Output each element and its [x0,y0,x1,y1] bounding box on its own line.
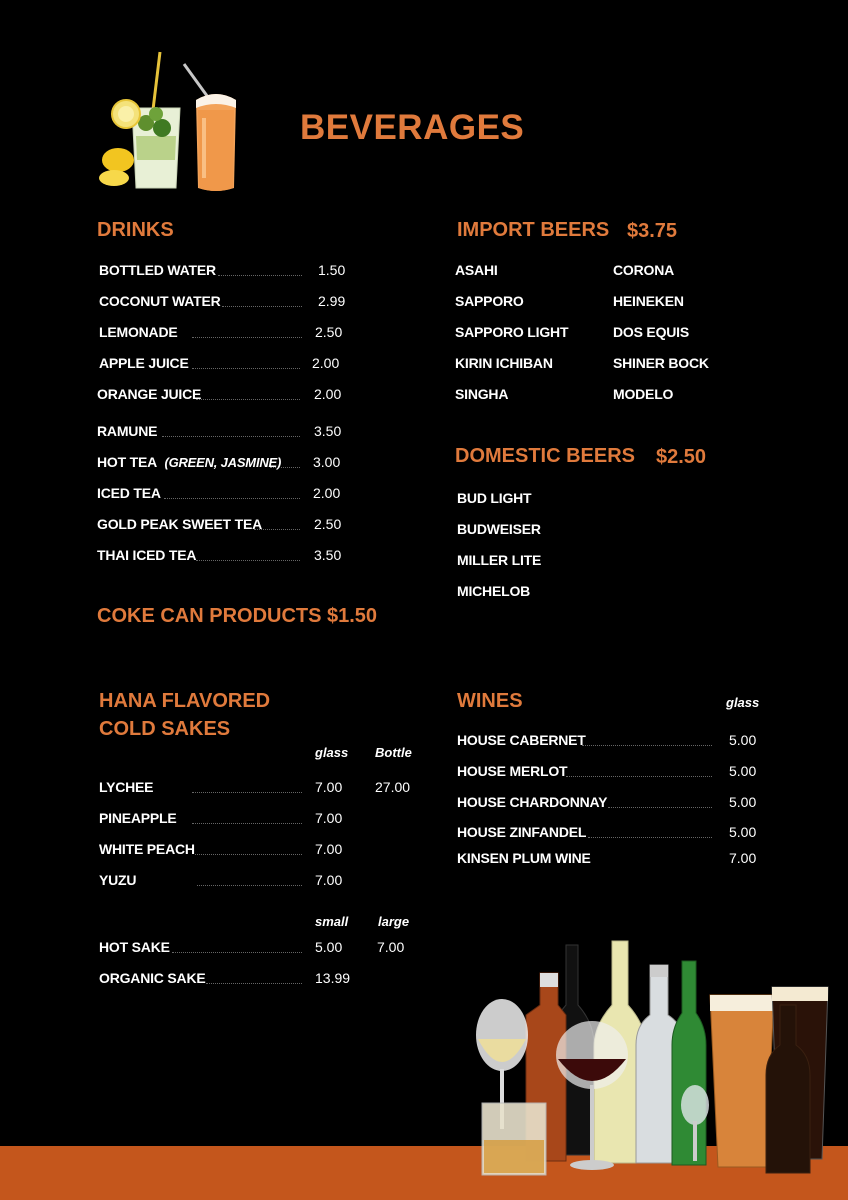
beer-item: SINGHA [455,386,509,402]
hot-sake-col-large: large [378,914,410,929]
hot-sake-item-large: 7.00 [377,939,405,955]
drink-item-name: THAI ICED TEA [97,547,197,563]
leader-dots [566,776,712,777]
leader-dots [196,560,300,561]
sake-item-name: YUZU [99,872,137,888]
sake-item-glass: 7.00 [315,779,343,795]
drink-item-name: GOLD PEAK SWEET TEA [97,516,262,532]
hot-sake-item-name: ORGANIC SAKE [99,970,206,986]
sake-item-glass: 7.00 [315,872,343,888]
wine-item-price: 7.00 [729,850,757,866]
drink-item-name: APPLE JUICE [99,355,189,371]
wine-item-name: HOUSE CABERNET [457,732,586,748]
import-beers-price: $3.75 [627,220,678,242]
sakes-col-bottle: Bottle [375,745,412,760]
sakes-heading-line2: COLD SAKES [99,718,231,740]
beer-item: BUDWEISER [457,521,541,537]
sake-item-bottle: 27.00 [375,779,411,795]
sake-item-name: PINEAPPLE [99,810,177,826]
beer-item: DOS EQUIS [613,324,689,340]
wines-heading: WINES [457,690,523,712]
coke-price: $1.50 [327,605,378,627]
wine-item-price: 5.00 [729,732,757,748]
sake-item-name: LYCHEE [99,779,154,795]
domestic-beers-heading: DOMESTIC BEERS [455,445,636,467]
beer-item: SAPPORO LIGHT [455,324,569,340]
leader-dots [195,854,302,855]
beer-item: SAPPORO [455,293,524,309]
sake-item-name: WHITE PEACH [99,841,195,857]
drink-item-price: 2.00 [312,355,340,371]
import-beers-heading: IMPORT BEERS [457,219,610,241]
sake-item-glass: 7.00 [315,841,343,857]
coke-heading: COKE CAN PRODUCTS [97,605,322,627]
drink-item-price: 3.00 [313,454,341,470]
leader-dots [254,529,300,530]
leader-dots [192,368,300,369]
drink-item-name: BOTTLED WATER [99,262,216,278]
drink-item-price: 3.50 [314,547,342,563]
hot-sake-item-small: 5.00 [315,939,343,955]
drink-item-price: 2.00 [314,386,342,402]
beer-item: MICHELOB [457,583,531,599]
leader-dots [270,467,300,468]
leader-dots [192,792,302,793]
wine-item-name: KINSEN PLUM WINE [457,850,591,866]
drink-item-name: ICED TEA [97,485,161,501]
leader-dots [192,823,302,824]
beer-item: ASAHI [455,262,498,278]
leader-dots [206,983,302,984]
drink-item-name: ORANGE JUICE [97,386,202,402]
drink-item-name-text: HOT TEA [97,454,158,470]
drink-item-price: 2.99 [318,293,346,309]
drink-item-price: 3.50 [314,423,342,439]
sakes-heading-line1: HANA FLAVORED [99,690,271,712]
leader-dots [222,306,302,307]
beer-item: KIRIN ICHIBAN [455,355,553,371]
hot-sake-col-small: small [315,914,349,929]
domestic-beers-price: $2.50 [656,446,707,468]
leader-dots [192,337,302,338]
wine-item-price: 5.00 [729,763,757,779]
drink-item-name: LEMONADE [99,324,178,340]
drink-item-name: COCONUT WATER [99,293,221,309]
leader-dots [197,885,302,886]
beer-item: MODELO [613,386,674,402]
beer-item: CORONA [613,262,675,278]
wine-item-price: 5.00 [729,824,757,840]
sake-item-glass: 7.00 [315,810,343,826]
drink-item-price: 1.50 [318,262,346,278]
wines-col-glass: glass [726,695,760,710]
beer-item: HEINEKEN [613,293,684,309]
hot-sake-item-name: HOT SAKE [99,939,170,955]
cocktail-illustration [98,48,243,196]
drink-item-price: 2.00 [313,485,341,501]
wine-item-price: 5.00 [729,794,757,810]
leader-dots [218,275,302,276]
drink-item-name [97,454,281,470]
leader-dots [162,436,300,437]
leader-dots [164,498,300,499]
bottles-illustration [470,935,840,1180]
drink-item-name: RAMUNE [97,423,158,439]
drinks-heading: DRINKS [97,219,174,241]
sakes-col-glass: glass [315,745,349,760]
drink-item-price: 2.50 [314,516,342,532]
leader-dots [582,745,712,746]
drink-item-note: (GREEN, JASMINE) [164,455,282,470]
beer-item: MILLER LITE [457,552,542,568]
beer-item: SHINER BOCK [613,355,709,371]
leader-dots [196,399,300,400]
leader-dots [588,837,712,838]
drink-item-price: 2.50 [315,324,343,340]
wine-item-name: HOUSE ZINFANDEL [457,824,587,840]
leader-dots [172,952,302,953]
wine-item-name: HOUSE CHARDONNAY [457,794,608,810]
wine-item-name: HOUSE MERLOT [457,763,568,779]
hot-sake-item-small: 13.99 [315,970,351,986]
leader-dots [608,807,712,808]
beer-item: BUD LIGHT [457,490,532,506]
page-title: BEVERAGES [300,108,525,147]
